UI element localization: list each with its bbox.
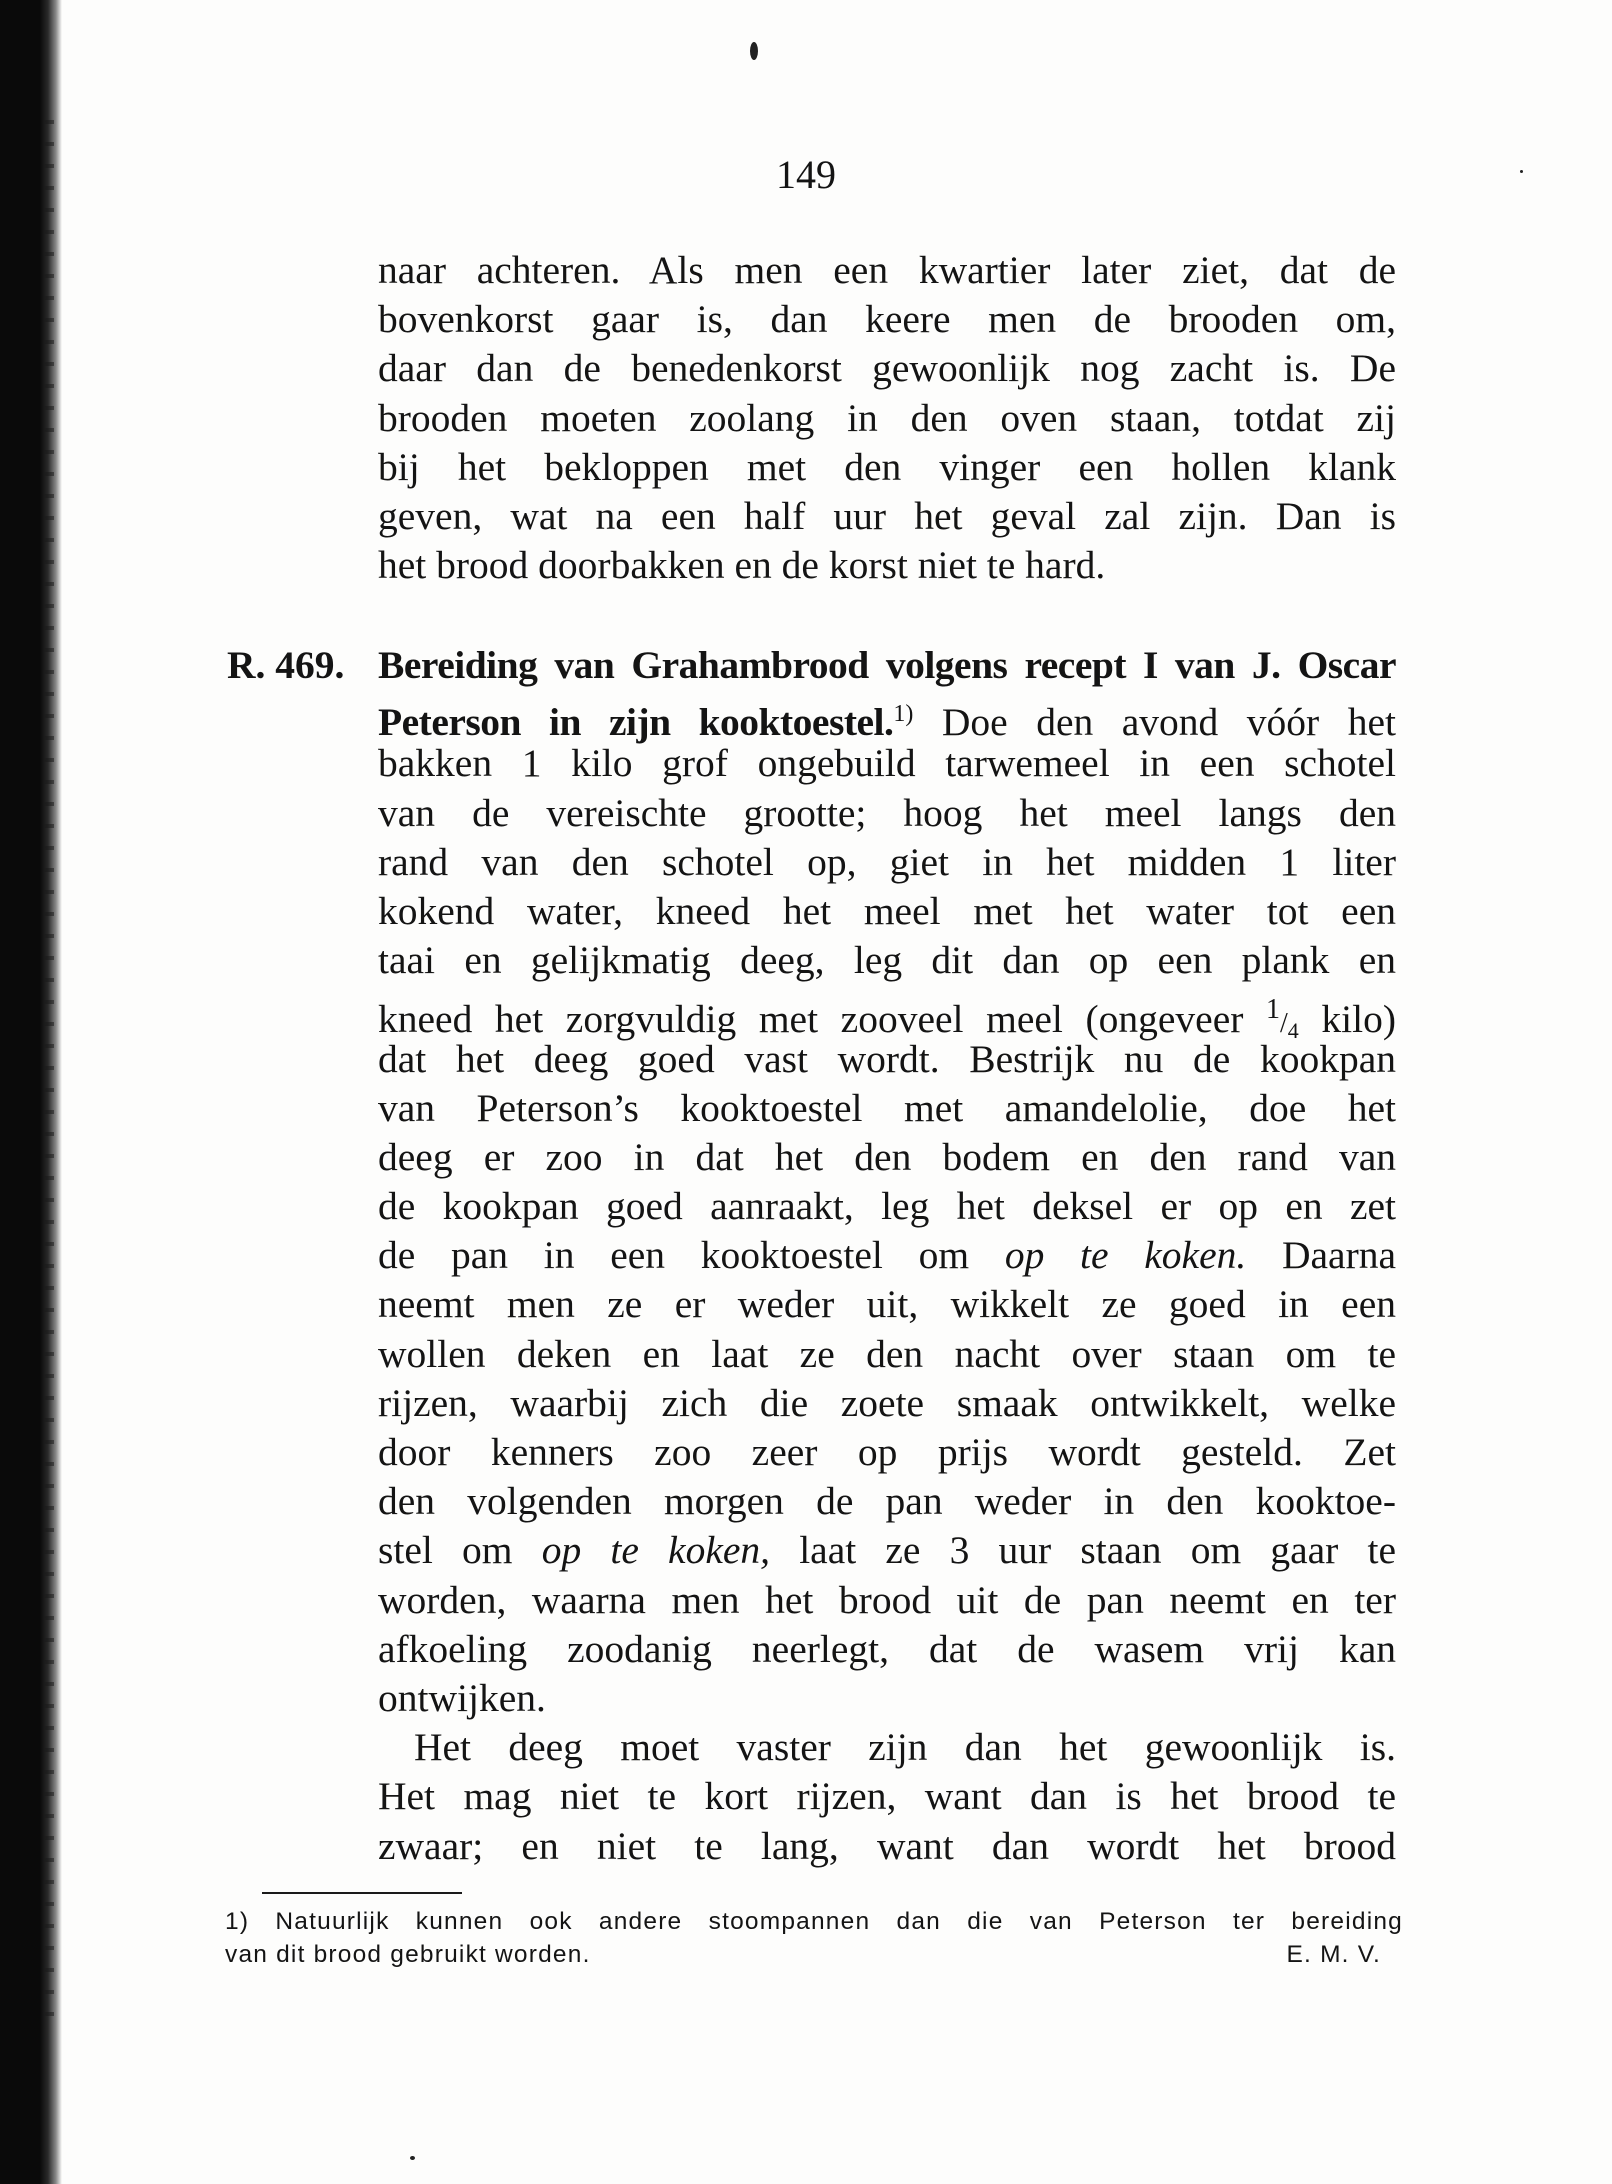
- text-line: het brood doorbakken en de korst niet te hard.: [378, 543, 1106, 588]
- text-line: taai en gelijkmatig deeg, leg dit dan op een plank en: [378, 938, 1396, 983]
- fraction-denominator: 4: [1287, 1018, 1299, 1044]
- text-line: Het mag niet te kort rijzen, want dan is het brood te: [378, 1774, 1396, 1819]
- text-line: van Peterson’s kooktoestel met amandelolie, doe het: [378, 1085, 1396, 1130]
- recipe-body: [378, 641, 1396, 1871]
- text-line: deeg er zoo in dat het den bodem en den rand van: [378, 1134, 1396, 1179]
- text-line: [378, 1526, 1396, 1575]
- text-line: rand van den schotel op, giet in het midden 1 liter: [378, 839, 1396, 884]
- text-run: laat ze 3 uur staan om gaar te: [770, 1528, 1397, 1573]
- text-line: afkoeling zoodanig neerlegt, dat de wasem vrij kan: [378, 1626, 1396, 1671]
- fraction-slash: /: [1280, 1008, 1288, 1040]
- text-line: worden, waarna men het brood uit de pan neemt en ter: [378, 1577, 1396, 1622]
- text-line: [378, 985, 1396, 1044]
- footnote-line: 1) Natuurlijk kunnen ook andere stoompannen dan die van Peterson ter bereiding: [225, 1908, 1403, 1935]
- footnote-divider: [262, 1892, 462, 1894]
- recipe-title-line: [378, 690, 1396, 745]
- text-run: de pan in een kooktoestel om: [378, 1233, 1005, 1278]
- text-line: neemt men ze er weder uit, wikkelt ze goed in een: [378, 1282, 1396, 1327]
- text-line: den volgenden morgen de pan weder in den kooktoe-: [378, 1479, 1396, 1524]
- text-line: Het deeg moet vaster zijn dan het gewoonlijk is.: [414, 1725, 1396, 1770]
- text-run: kilo): [1298, 997, 1396, 1042]
- text-line: bij het bekloppen met den vinger een hollen klank: [378, 444, 1396, 489]
- footnote-signature: E. M. V.: [1286, 1941, 1381, 1968]
- italic-emphasis: op te koken.: [1004, 1233, 1247, 1278]
- text-line: bakken 1 kilo grof ongebuild tarwemeel in een schotel: [378, 741, 1396, 786]
- italic-emphasis: op te koken,: [541, 1528, 771, 1573]
- footnote: [225, 1905, 1403, 1971]
- text-line: geven, wat na een half uur het geval zal zijn. Dan is: [378, 493, 1396, 538]
- footnote-marker: 1): [893, 701, 914, 728]
- footnote-text: van dit brood gebruikt worden.: [225, 1941, 591, 1968]
- paragraph-continuation: [378, 246, 1396, 590]
- text-line: zwaar; en niet te lang, want dan wordt het brood: [378, 1823, 1396, 1868]
- text-line: wollen deken en laat ze den nacht over staan om te: [378, 1331, 1396, 1376]
- text-line: ontwijken.: [378, 1675, 546, 1720]
- ink-speck: [750, 42, 758, 60]
- text-line: daar dan de benedenkorst gewoonlijk nog zacht is. De: [378, 346, 1396, 391]
- text-line: door kenners zoo zeer op prijs wordt gesteld. Zet: [378, 1430, 1396, 1474]
- text-run: kneed het zorgvuldig met zooveel meel (ongeveer: [378, 997, 1266, 1042]
- page-number: 149: [776, 152, 836, 197]
- recipe-number: R. 469.: [227, 643, 345, 687]
- text-line: van de vereischte grootte; hoog het meel langs den: [378, 790, 1396, 835]
- text-run: Doe den avond vóór het: [913, 700, 1396, 745]
- ink-speck: [410, 2156, 415, 2160]
- text-line: kokend water, kneed het meel met het water tot een: [378, 888, 1396, 933]
- fraction-numerator: 1: [1266, 994, 1280, 1026]
- text-line: [378, 1231, 1396, 1280]
- text-line: dat het deeg goed vast wordt. Bestrijk nu de kookpan: [378, 1036, 1396, 1081]
- text-line: de kookpan goed aanraakt, leg het deksel er op en zet: [378, 1184, 1396, 1229]
- text-line: brooden moeten zoolang in den oven staan, totdat zij: [378, 395, 1396, 440]
- footnote-line: [225, 1938, 1403, 1971]
- binding-texture: [44, 120, 54, 2020]
- text-line: bovenkorst gaar is, dan keere men de brooden om,: [378, 297, 1396, 342]
- recipe-title-end: Peterson in zijn kooktoestel.: [378, 700, 894, 745]
- text-run: stel om: [378, 1528, 542, 1573]
- recipe-title-line: Bereiding van Grahambrood volgens recept I van J. Oscar: [378, 643, 1396, 687]
- text-line: rijzen, waarbij zich die zoete smaak ontwikkelt, welke: [378, 1380, 1396, 1425]
- text-line: naar achteren. Als men een kwartier later ziet, dat de: [378, 248, 1396, 292]
- text-run: Daarna: [1246, 1233, 1397, 1278]
